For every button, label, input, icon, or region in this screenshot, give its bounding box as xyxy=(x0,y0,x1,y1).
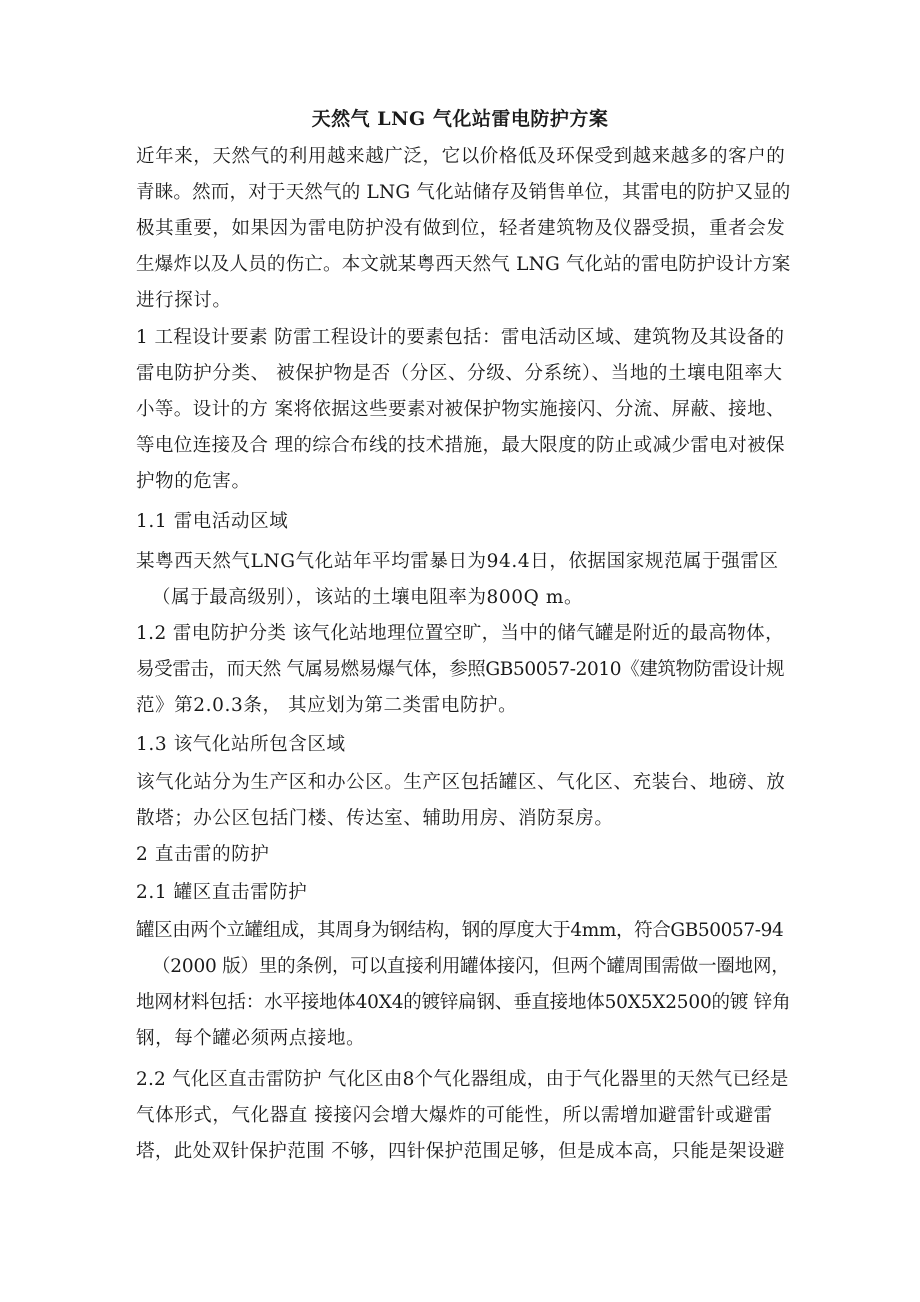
body-line: 等电位连接及合 理的综合布线的技术措施，最大限度的防止或减少雷电对被保 xyxy=(136,435,785,456)
body-line: 1.2 雷电防护分类 该气化站地理位置空旷，当中的储气罐是附近的最高物体， xyxy=(136,623,784,644)
body-line: 雷电防护分类、 被保护物是否（分区、分级、分系统）、当地的土壤电阻率大 xyxy=(136,363,783,384)
body-line: 生爆炸以及人员的伤亡。本文就某粤西天然气 LNG 气化站的雷电防护设计方案 xyxy=(136,254,791,275)
body-line: 2.2 气化区直击雷防护 气化区由8个气化器组成，由于气化器里的天然气已经是 xyxy=(136,1069,789,1090)
body-line: 地网材料包括：水平接地体40X4的镀锌扁钢、垂直接地体50X5X2500的镀 锌角 xyxy=(136,992,791,1013)
body-line: （属于最高级别），该站的土壤电阻率为800Q m。 xyxy=(152,587,584,608)
body-line: 极其重要，如果因为雷电防护没有做到位，轻者建筑物及仪器受损，重者会发 xyxy=(136,218,786,239)
body-line: 1 工程设计要素 防雷工程设计的要素包括：雷电活动区域、建筑物及其设备的 xyxy=(136,327,785,348)
body-line: 罐区由两个立罐组成，其周身为钢结构，钢的厚度大于4mm，符合GB50057-94 xyxy=(136,920,784,941)
body-line: 进行探讨。 xyxy=(136,290,232,311)
body-line: 范》第2.0.3条， 其应划为第二类雷电防护。 xyxy=(136,695,518,716)
body-line: 易受雷击，而天然 气属易燃易爆气体，参照GB50057-2010《建筑物防雷设计规 xyxy=(136,659,785,680)
body-line: 钢，每个罐必须两点接地。 xyxy=(136,1028,366,1049)
body-line: 1.3 该气化站所包含区域 xyxy=(136,734,346,755)
body-line: 护物的危害。 xyxy=(136,471,251,492)
body-line: 该气化站分为生产区和办公区。生产区包括罐区、气化区、充装台、地磅、放 xyxy=(136,772,786,793)
body-line: 青睐。然而，对于天然气的 LNG 气化站储存及销售单位，其雷电的防护又显的 xyxy=(136,182,791,203)
body-line: （2000 版）里的条例，可以直接利用罐体接闪，但两个罐周围需做一圈地网， xyxy=(152,956,790,977)
body-line: 塔，此处双针保护范围 不够，四针保护范围足够，但是成本高，只能是架设避 xyxy=(136,1141,785,1162)
body-line: 1.1 雷电活动区域 xyxy=(136,511,289,532)
body-line: 2.1 罐区直击雷防护 xyxy=(136,882,308,903)
body-line: 散塔；办公区包括门楼、传达室、辅助用房、消防泵房。 xyxy=(136,808,614,829)
body-line: 近年来，天然气的利用越来越广泛，它以价格低及环保受到越来越多的客户的 xyxy=(136,146,786,167)
document-title: 天然气 LNG 气化站雷电防护方案 xyxy=(311,108,609,130)
body-line: 小等。设计的方 案将依据这些要素对被保护物实施接闪、分流、屏蔽、接地、 xyxy=(136,399,785,420)
body-line: 气体形式，气化器直 接接闪会增大爆炸的可能性，所以需增加避雷针或避雷 xyxy=(136,1105,773,1126)
body-line: 某粤西天然气LNG气化站年平均雷暴日为94.4日，依据国家规范属于强雷区 xyxy=(136,551,779,572)
body-line: 2 直击雷的防护 xyxy=(136,844,270,865)
